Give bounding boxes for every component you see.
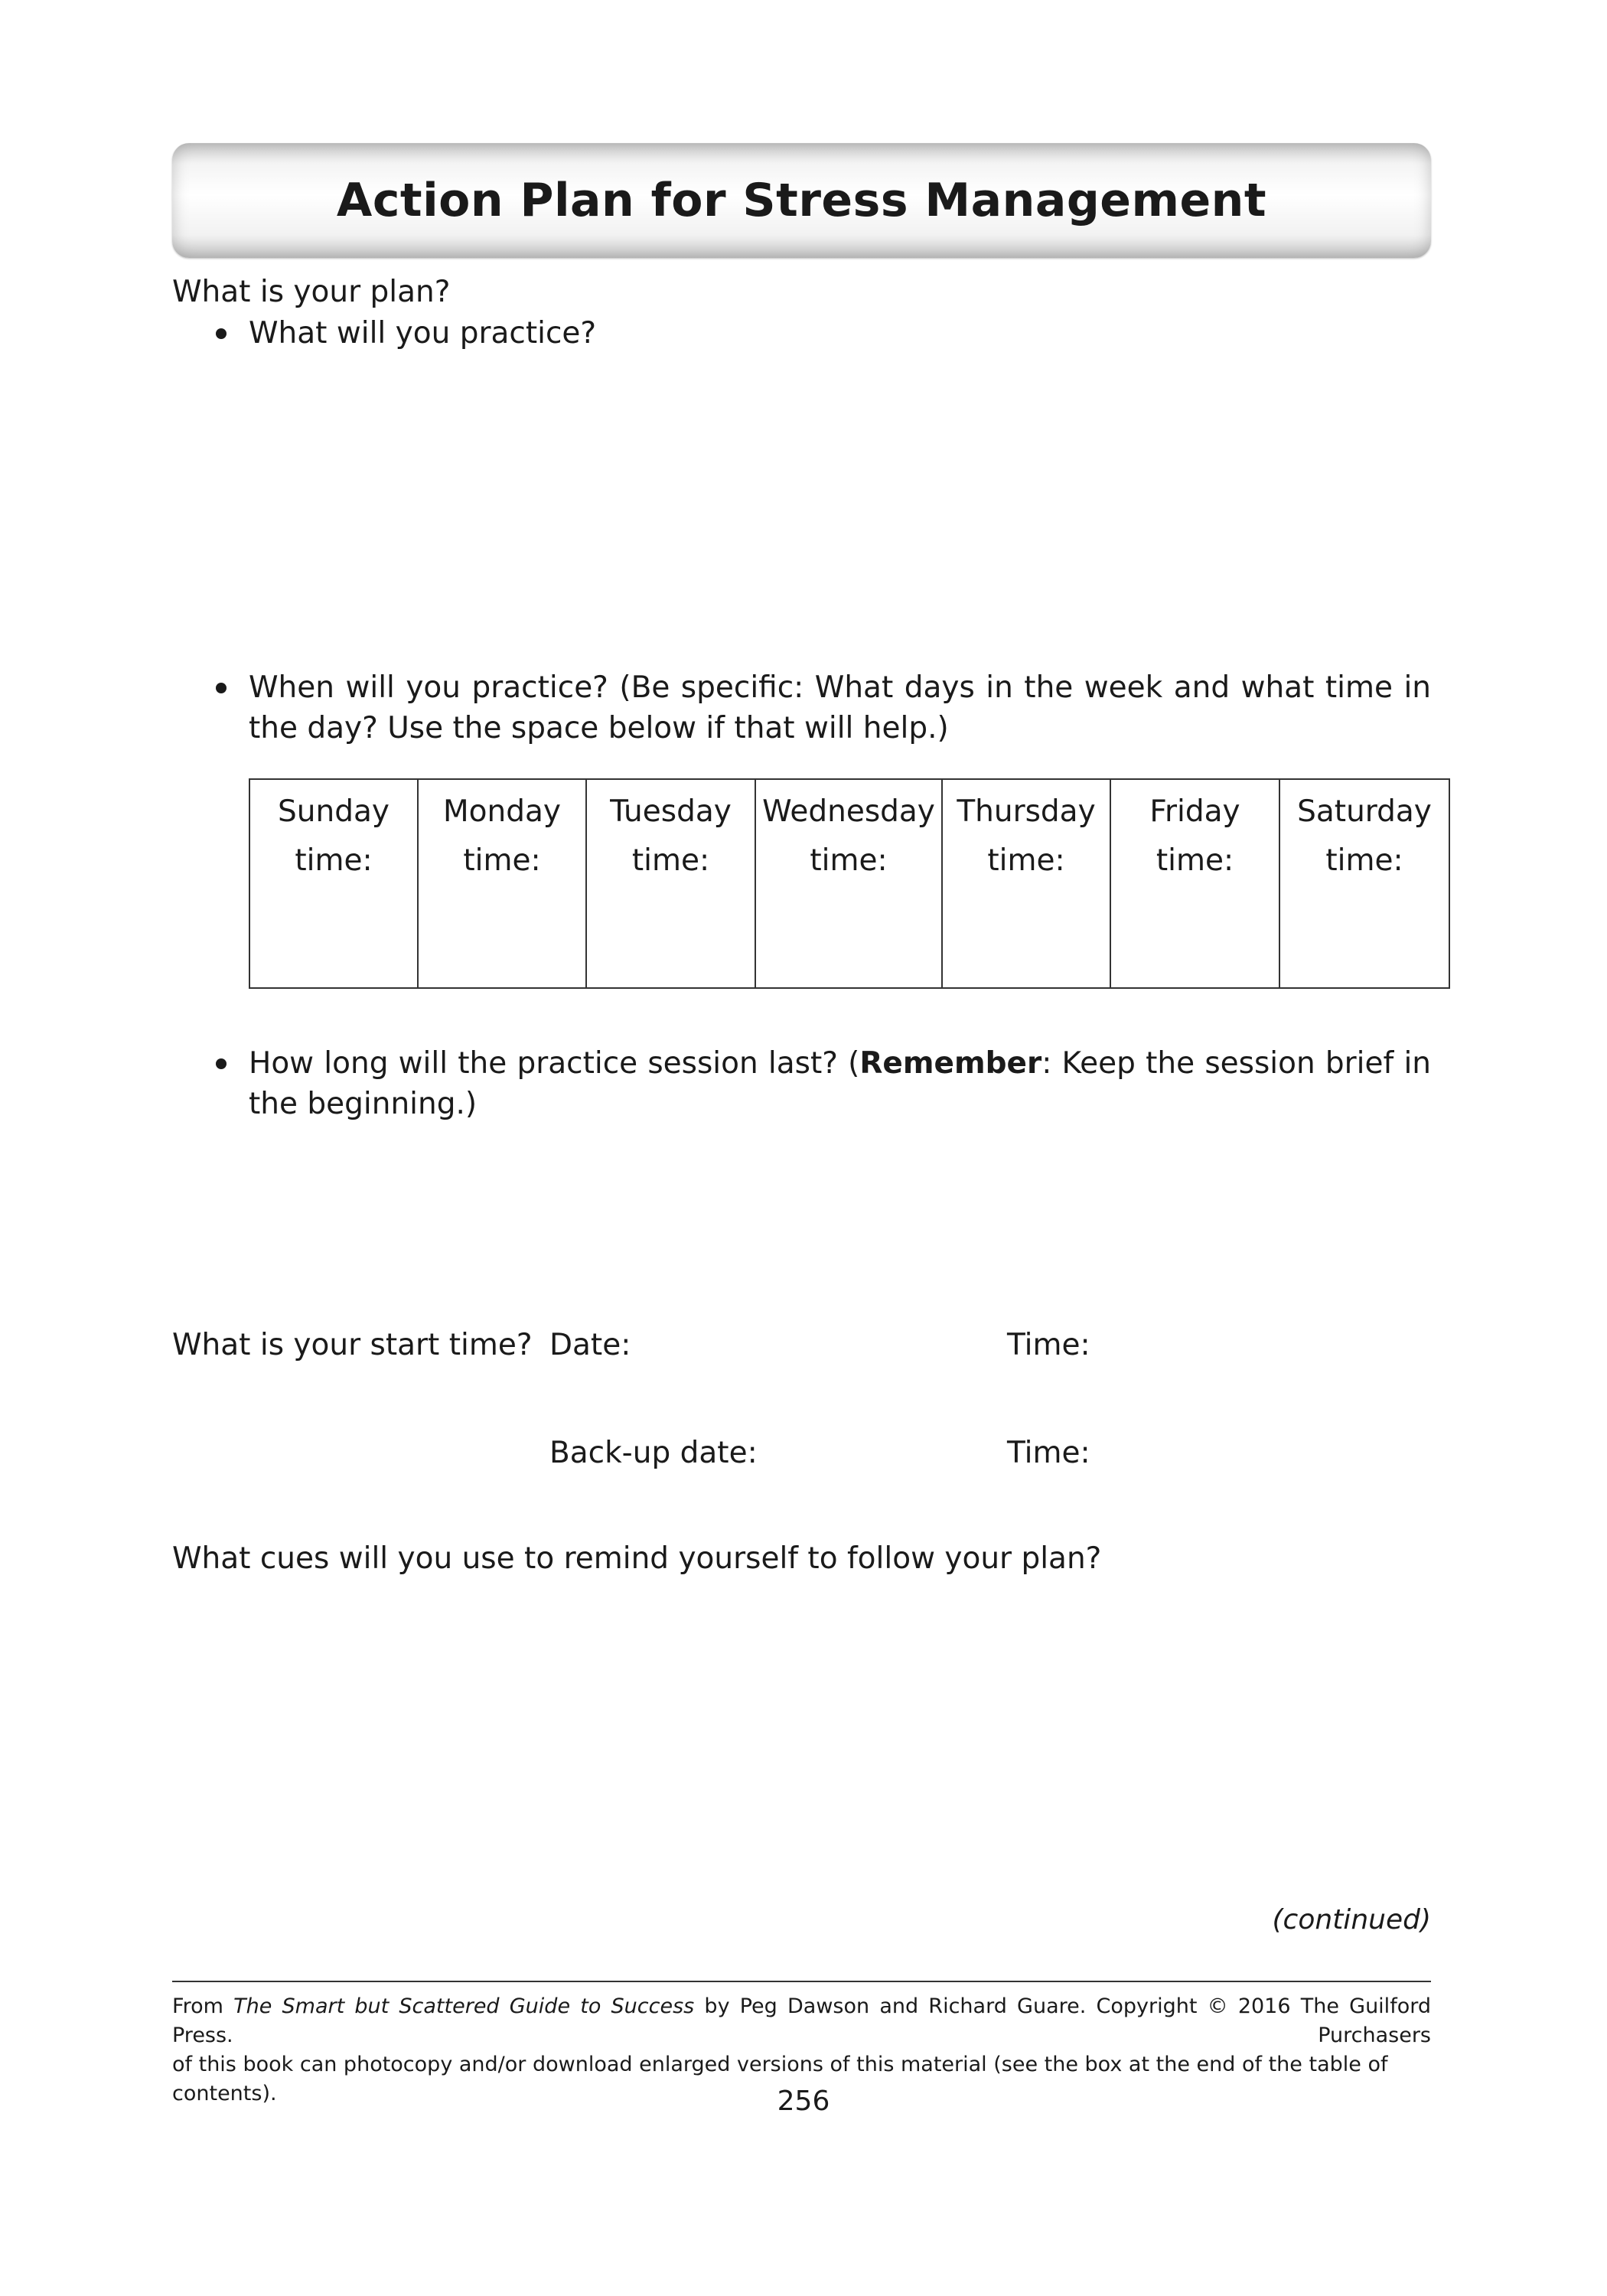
schedule-cell-wednesday[interactable] [755, 779, 942, 988]
day-label: Thursday [957, 794, 1096, 829]
bullet-session-length [214, 1043, 1431, 1124]
bullet-text [249, 1043, 1431, 1124]
continued-label: (continued) [1272, 1904, 1431, 1936]
page-number: 256 [777, 2086, 830, 2117]
day-label: Friday [1149, 794, 1240, 829]
day-label: Saturday [1297, 794, 1432, 829]
day-label: Wednesday [762, 794, 935, 829]
schedule-cell-tuesday[interactable] [586, 779, 755, 988]
bullet-text: When will you practice? (Be specific: What days in the week and what time in the day? Use the space below if that will help.) [249, 670, 1431, 745]
page-title: Action Plan for Stress Management [336, 174, 1267, 227]
remember-label: Remember [859, 1046, 1042, 1081]
plan-question: What is your plan? [172, 275, 451, 309]
bullet-icon [216, 683, 227, 693]
time-label: time: [987, 843, 1065, 878]
time-label: time: [631, 843, 710, 878]
session-length-prefix: How long will the practice session last? ( [249, 1046, 860, 1081]
time-label: time: [1325, 843, 1403, 878]
footer-divider [172, 1981, 1431, 1982]
time-label: time: [810, 843, 888, 878]
session-length-suffix: : Keep the session brief in the beginning.) [249, 1046, 1431, 1121]
backup-time-label: Time: [1007, 1436, 1090, 1470]
schedule-cell-friday[interactable] [1110, 779, 1279, 988]
weekly-schedule-row [249, 779, 1449, 988]
schedule-cell-sunday[interactable] [249, 779, 418, 988]
schedule-cell-thursday[interactable] [942, 779, 1110, 988]
bullet-icon [216, 328, 227, 339]
backup-date-label: Back-up date: [549, 1436, 758, 1470]
weekly-schedule-table [249, 778, 1450, 989]
bullet-text: What will you practice? [249, 316, 597, 351]
time-label: time: [1156, 843, 1234, 878]
bullet-practice-what [214, 313, 1431, 354]
footer-line-1 [172, 1992, 1431, 2050]
bullet-icon [216, 1058, 227, 1069]
day-label: Tuesday [610, 794, 732, 829]
cues-question: What cues will you use to remind yourself to follow your plan? [172, 1541, 1102, 1576]
schedule-cell-monday[interactable] [418, 779, 586, 988]
time-label: time: [463, 843, 541, 878]
footer-line-1-rest: by Peg Dawson and Richard Guare. Copyright © 2016 The Guilford Press. Purchasers [172, 1994, 1431, 2047]
time-label: time: [295, 843, 373, 878]
day-label: Sunday [278, 794, 390, 829]
schedule-cell-saturday[interactable] [1279, 779, 1449, 988]
time-label: Time: [1007, 1328, 1090, 1362]
day-label: Monday [443, 794, 561, 829]
footer-line-2: of this book can photocopy and/or download enlarged versions of this material (see the box at the end of the table of contents). [172, 2053, 1388, 2105]
start-time-question: What is your start time? [172, 1328, 533, 1362]
date-label: Date: [549, 1328, 631, 1362]
title-banner [172, 143, 1431, 258]
bullet-practice-when [214, 667, 1431, 748]
footer-book-title: The Smart but Scattered Guide to Success [233, 1994, 695, 2018]
footer-from: From [172, 1994, 234, 2018]
